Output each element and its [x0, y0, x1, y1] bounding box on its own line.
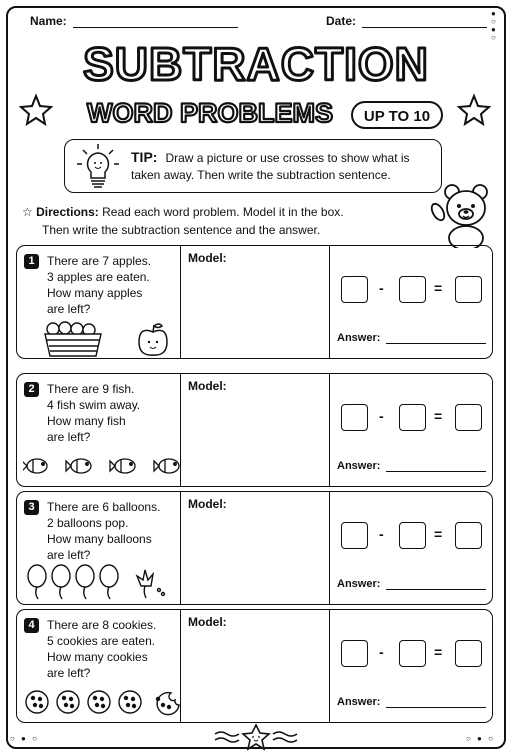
bottom-star-decoration — [0, 722, 512, 752]
popped-balloon-icon — [137, 570, 165, 598]
directions-line2: Then write the subtraction sentence and the answer. — [42, 223, 321, 237]
problem-number: 3 — [24, 500, 39, 515]
lightbulb-icon — [75, 142, 121, 192]
subtraction-sentence — [341, 276, 491, 306]
equals-sign: = — [434, 280, 443, 296]
fish-icon — [66, 459, 91, 473]
equals-sign: = — [434, 408, 443, 424]
answer-label: Answer: — [337, 578, 381, 590]
problem-text: There are 9 fish. 4 fish swim away. How many fish are left? — [47, 382, 141, 444]
problem-text: There are 6 balloons. 2 balloons pop. How many balloons are left? — [47, 500, 161, 562]
cookie-icons — [23, 688, 183, 716]
date-field[interactable] — [326, 14, 487, 28]
dots-decoration: ○ ● ○ — [466, 734, 495, 743]
problem-text: There are 7 apples. 3 apples are eaten. How many apples are left? — [47, 254, 152, 316]
directions-label: Directions: — [36, 205, 99, 219]
date-label: Date: — [326, 14, 357, 28]
title-badge: UP TO 10 — [363, 108, 431, 125]
fish-icon — [154, 459, 179, 473]
subtraction-sentence — [341, 640, 491, 670]
directions — [22, 203, 432, 239]
answer-label: Answer: — [337, 460, 381, 472]
answer-line[interactable] — [337, 696, 486, 708]
star-icon — [243, 725, 269, 749]
title-line2: WORD PROBLEMS — [87, 98, 333, 128]
balloon-icon — [100, 565, 118, 599]
cookie-icon — [119, 691, 141, 713]
answer-square[interactable] — [341, 276, 368, 303]
name-field[interactable] — [30, 14, 238, 28]
answer-label: Answer: — [337, 696, 381, 708]
answer-line[interactable] — [337, 460, 486, 472]
equals-sign: = — [434, 526, 443, 542]
minus-sign: - — [379, 526, 384, 542]
answer-square[interactable] — [399, 404, 426, 431]
problem-card-3 — [16, 491, 493, 605]
apple-basket-icon — [23, 318, 183, 358]
apple-icon — [139, 324, 167, 355]
problem-number: 1 — [24, 254, 39, 269]
dots-decoration: ○ ● ○ — [10, 734, 39, 743]
star-icon: ☆ — [22, 205, 33, 219]
directions-line1: Read each word problem. Model it in the box. — [102, 205, 344, 219]
problem-number: 4 — [24, 618, 39, 633]
problem-text: There are 8 cookies. 5 cookies are eaten. How many cookies are left? — [47, 618, 157, 680]
tip-body: Draw a picture or use crosses to show what is taken away. Then write the subtraction sentence. — [131, 151, 410, 182]
balloon-icon — [76, 565, 94, 599]
answer-square[interactable] — [399, 522, 426, 549]
subtraction-sentence — [341, 404, 491, 434]
fish-icon — [23, 459, 47, 473]
answer-square[interactable] — [341, 404, 368, 431]
model-box[interactable] — [180, 609, 330, 723]
model-box[interactable] — [180, 491, 330, 605]
cookie-icon — [57, 691, 79, 713]
fish-icons — [23, 454, 183, 478]
model-label: Model: — [188, 250, 227, 265]
minus-sign: - — [379, 644, 384, 660]
title-line1: SUBTRACTION — [83, 38, 429, 90]
minus-sign: - — [379, 408, 384, 424]
star-icon — [459, 96, 489, 124]
answer-square[interactable] — [399, 276, 426, 303]
cookie-icon — [88, 691, 110, 713]
problem-card-4 — [16, 609, 493, 723]
answer-square[interactable] — [399, 640, 426, 667]
answer-line[interactable] — [337, 332, 486, 344]
model-label: Model: — [188, 378, 227, 393]
problem-card-2 — [16, 373, 493, 487]
tip-label: TIP: — [131, 149, 158, 165]
cookie-icon — [26, 691, 48, 713]
balloon-icons — [23, 564, 183, 600]
model-box[interactable] — [180, 373, 330, 487]
bitten-cookie-icon — [157, 693, 180, 715]
model-label: Model: — [188, 496, 227, 511]
answer-label: Answer: — [337, 332, 381, 344]
answer-square[interactable] — [455, 404, 482, 431]
fish-icon — [110, 459, 135, 473]
answer-square[interactable] — [455, 640, 482, 667]
name-label: Name: — [30, 14, 67, 28]
subtraction-sentence — [341, 522, 491, 552]
title-graphic — [0, 30, 512, 135]
model-label: Model: — [188, 614, 227, 629]
model-box[interactable] — [180, 245, 330, 359]
dots-decoration: ● ○ ● ○ — [491, 9, 498, 42]
balloon-icon — [52, 565, 70, 599]
tip-text — [131, 149, 431, 184]
problem-card-1 — [16, 245, 493, 359]
teddy-bear-icon — [430, 182, 502, 248]
answer-square[interactable] — [341, 640, 368, 667]
equals-sign: = — [434, 644, 443, 660]
answer-square[interactable] — [341, 522, 368, 549]
answer-square[interactable] — [455, 522, 482, 549]
answer-line[interactable] — [337, 578, 486, 590]
minus-sign: - — [379, 280, 384, 296]
balloon-icon — [28, 565, 46, 599]
problem-number: 2 — [24, 382, 39, 397]
star-icon — [21, 96, 51, 124]
answer-square[interactable] — [455, 276, 482, 303]
tip-box — [64, 139, 442, 193]
